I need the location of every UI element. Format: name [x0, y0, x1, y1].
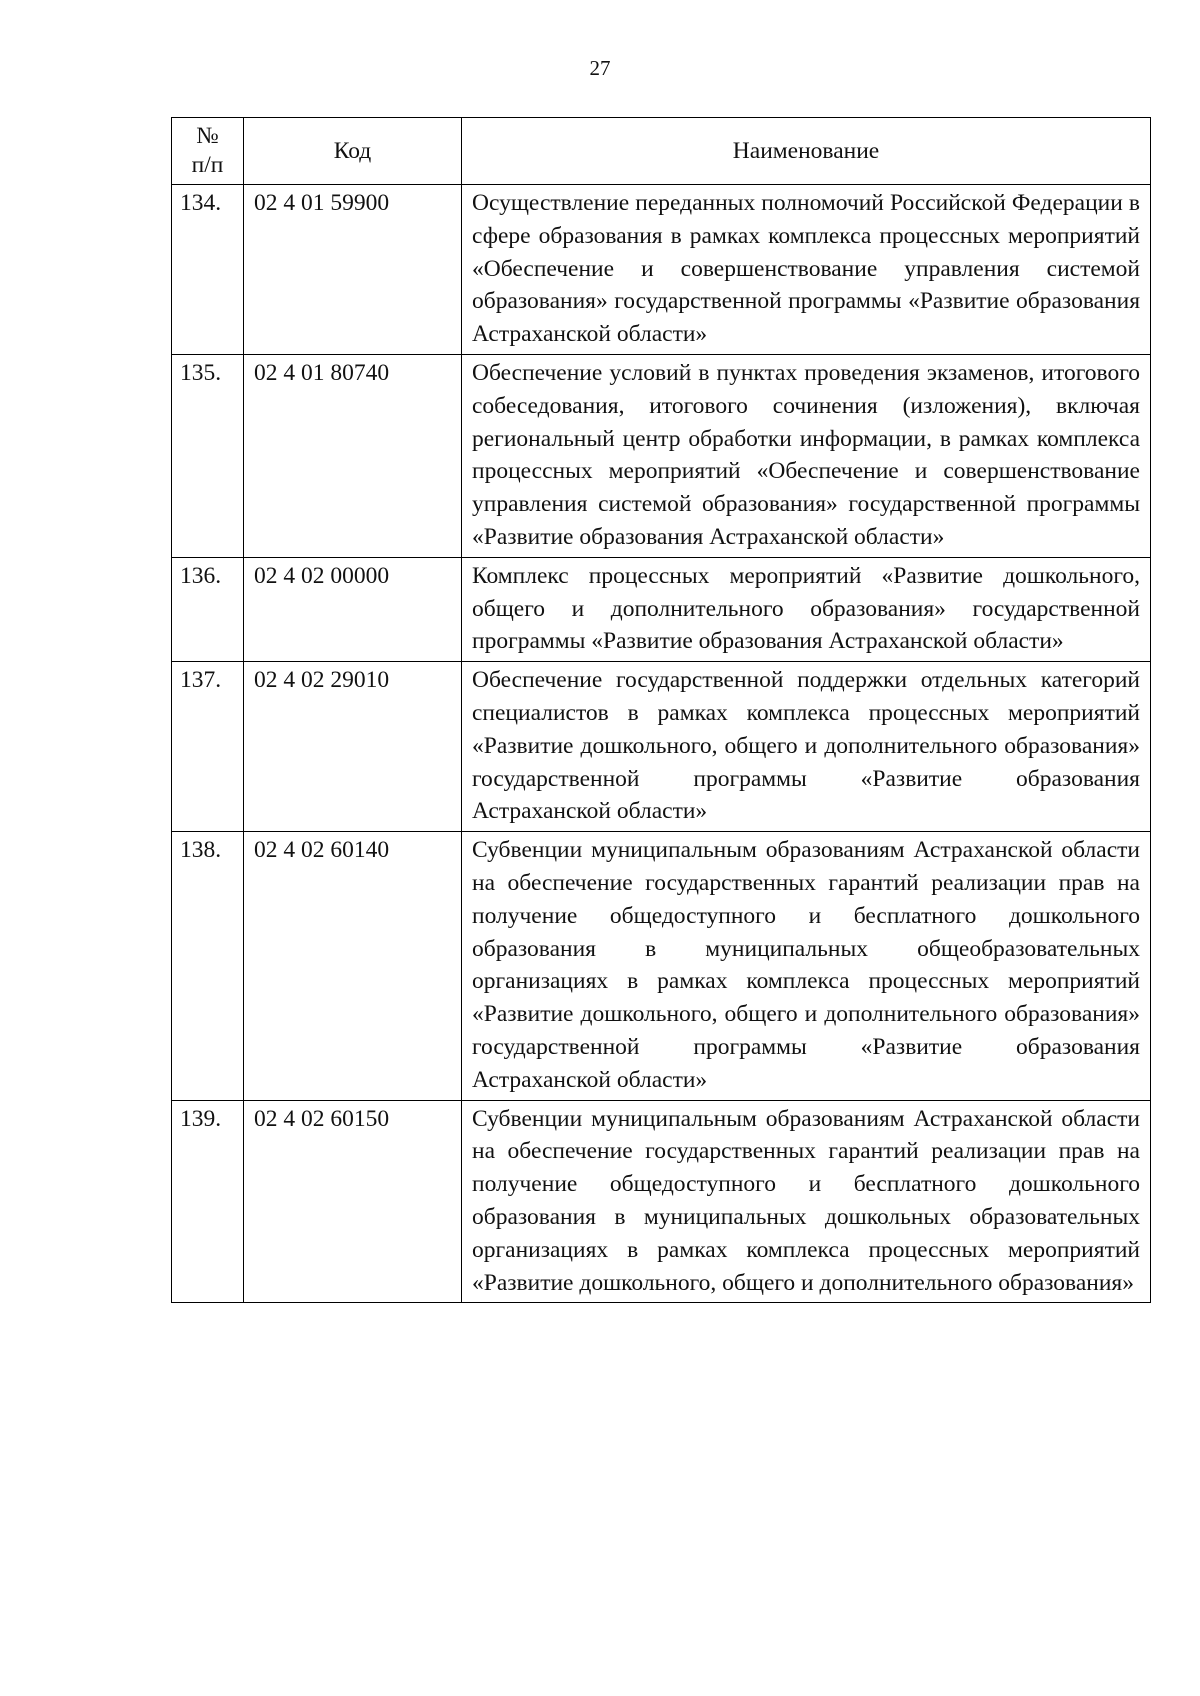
row-name: Субвенции муниципальным образованиям Астраханской области на обеспечение государственных гарантий реализации прав на получение общедоступного и бесплатного дошкольного образования в муниципальных дошкольных образовательных организациях в рамках комплекса процессных мероприятий «Развитие дошкольного, общего и дополнительного образования» [462, 1100, 1151, 1303]
row-name: Обеспечение условий в пунктах проведения экзаменов, итогового собеседования, итогового сочинения (изложения), включая региональный центр обработки информации, в рамках комплекса процессных мероприятий «Обеспечение и совершенствование управления системой образования» государственной программы «Развитие образования Астраханской области» [462, 354, 1151, 557]
header-number-abbrev: п/п [191, 152, 224, 178]
header-number-symbol: № [196, 123, 219, 149]
header-number [172, 118, 244, 185]
row-name: Комплекс процессных мероприятий «Развитие дошкольного, общего и дополнительного образования» государственной программы «Развитие образования Астраханской области» [462, 557, 1151, 661]
table-row [172, 1100, 1151, 1303]
row-name: Обеспечение государственной поддержки отдельных категорий специалистов в рамках комплекса процессных мероприятий «Развитие дошкольного, общего и дополнительного образования» государственной программы «Развитие образования Астраханской области» [462, 662, 1151, 832]
row-code: 02 4 02 29010 [244, 662, 462, 832]
header-name: Наименование [462, 118, 1151, 185]
table-row [172, 662, 1151, 832]
row-code: 02 4 01 80740 [244, 354, 462, 557]
budget-code-table [171, 117, 1151, 1303]
table-row [172, 557, 1151, 661]
row-name: Субвенции муниципальным образованиям Астраханской области на обеспечение государственных гарантий реализации прав на получение общедоступного и бесплатного дошкольного образования в муниципальных общеобразовательных организациях в рамках комплекса процессных мероприятий «Развитие дошкольного, общего и дополнительного образования» государственной программы «Развитие образования Астраханской области» [462, 832, 1151, 1100]
row-number: 138. [172, 832, 244, 1100]
row-number: 137. [172, 662, 244, 832]
header-code: Код [244, 118, 462, 185]
row-name: Осуществление переданных полномочий Российской Федерации в сфере образования в рамках комплекса процессных мероприятий «Обеспечение и совершенствование управления системой образования» государственной программы «Развитие образования Астраханской области» [462, 185, 1151, 355]
page-number: 27 [589, 56, 611, 80]
table-row [172, 185, 1151, 355]
table-header-row [172, 118, 1151, 185]
row-number: 136. [172, 557, 244, 661]
row-number: 135. [172, 354, 244, 557]
row-number: 139. [172, 1100, 244, 1303]
row-code: 02 4 01 59900 [244, 185, 462, 355]
row-number: 134. [172, 185, 244, 355]
table-row [172, 354, 1151, 557]
table-row [172, 832, 1151, 1100]
row-code: 02 4 02 00000 [244, 557, 462, 661]
row-code: 02 4 02 60140 [244, 832, 462, 1100]
row-code: 02 4 02 60150 [244, 1100, 462, 1303]
